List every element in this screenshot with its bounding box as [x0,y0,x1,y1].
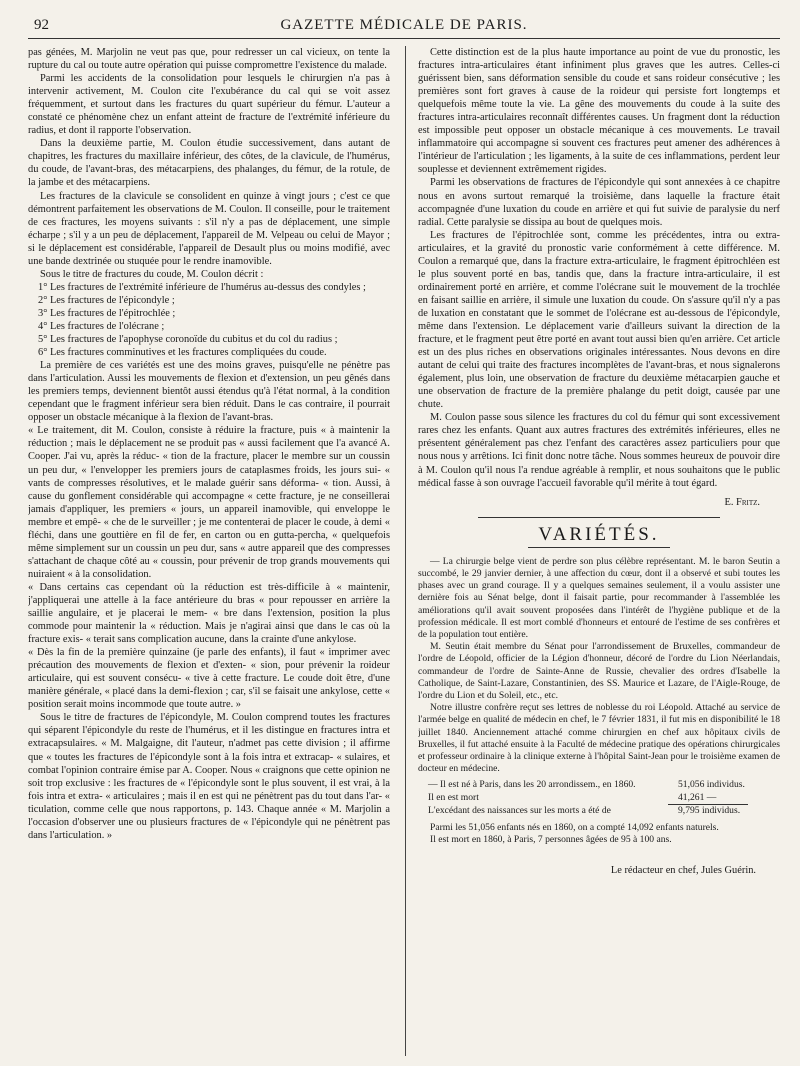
stat-row [418,792,780,804]
stat-label: L'excédant des naissances sur les morts a été de [428,805,611,817]
running-title: GAZETTE MÉDICALE DE PARIS. [280,17,528,33]
article-signature: E. Fritz. [724,496,760,508]
paragraph: La première de ces variétés est une des moins graves, puisqu'elle ne pénètre pas dans l'articulation. Aussi les mouvements de flexion et d'extension, un peu gênés dans les premiers temps, deviennent bientôt aussi étendus qu'à l'état normal, à la condition cependant que le fragment inférieur sera bien réduit. Dans le cas contraire, il pourrait opposer un obstacle mécanique à la flexion de l'avant-bras. [28,360,390,424]
stat-label: Il en est mort [428,791,479,803]
column-divider [405,46,406,1056]
paragraph: Notre illustre confrère reçut ses lettres de noblesse du roi Léopold. Attaché au service de l'armée belge en qualité de médecin en chef, le 7 février 1831, il fut mis en disponibilité le 18 juillet 1840. Anciennement attaché comme chirurgien en chef aux hôpitaux civils de Bruxelles, il fut attaché ensuite à la Faculté de médecine pratique des opérations chirurgicales et professeur ordinaire à la clinique externe à l'hôpital Saint-Jean pour le troisième examen de docteur en médecine. [418,702,780,775]
paragraph: Sous le titre de fractures de l'épicondyle, M. Coulon comprend toutes les fractures qui séparent l'épicondyle du reste de l'humérus, et il les distingue en fractures intra et extracapsulaires. « M. Malgaigne, dit l'auteur, n'admet pas cette division ; il affirme que « toutes les fractures de l'épicondyle sont à la fois intra et extracap- « sulaires, et combat l'opinion contraire émise par A. Cooper. Nous « craignons que cette opinion ne soit trop exclusive : les fractures de « l'épicondyle sont le plus souvent, il est vrai, à la fois intra et extra- « articulaires ; mais il en est qui ne pénètrent pas du tout dans l'ar- « ticulation, comme celle que nous rapportons, p. 143. Chaque année « M. Marjolin a l'occasion d'observer une ou plusieurs fractures de « l'épicondyle qui ne pénètrent pas dans l'articulation. » [28,712,390,841]
stat-value: 9,795 individus. [678,805,741,817]
list-item: 2° Les fractures de l'épicondyle ; [38,294,175,306]
paragraph: Dans la deuxième partie, M. Coulon étudie successivement, dans autant de chapitres, les fractures du maxillaire inférieur, des côtes, de la clavicule, de l'humérus, du coude, de l'avant-bras, des métacarpiens, des phalanges, du fémur, de la rotule, de la jambe et des métacarpiens. [28,138,390,189]
paragraph: Parmi les 51,056 enfants nés en 1860, on a compté 14,092 enfants naturels. [430,821,719,833]
quotation: « Dès la fin de la première quinzaine (je parle des enfants), il faut « imprimer avec précaution des mouvements de flexion et d'exten- « sion, pour prévenir la roideur articulaire, qui est souvent consécu- « tive à cette fracture. Le coude doit être, d'une manière générale, « placé dans la demi-flexion ; car, s'il se faisait une ankylose, cette « position serait moins incommode que toute autre. » [28,647,390,711]
list-item: 6° Les fractures comminutives et les fractures compliquées du coude. [38,347,327,359]
list-item: 3° Les fractures de l'épitrochlée ; [38,307,176,319]
quotation: « Dans certains cas cependant où la réduction est très-difficile à « maintenir, j'appliquerai une attelle à la face antérieure du bras « pour repousser en arrière la saillie angulaire, et je placerai le mem- « bre dans l'extension, position la plus commode pour maintenir la « réduction. Mais je n'agirai ainsi que dans le cas où la fracture exis- « terait sans complication aucune, dans la crainte d'une ankylose. [28,581,390,646]
paragraph: M. Coulon passe sous silence les fractures du col du fémur qui sont excessivement rares chez les enfants. Quant aux autres fractures des extrémités inférieures, elles ne présentent généralement pas chez l'enfant des caractères assez particuliers pour que nous nous y arrêtions. Ici finit donc notre tâche. Nous sommes heureux de pouvoir dire à M. Coulon qu'il nous l'a rendue agréable à remplir, et nous souhaitons que le public médical fasse à son ouvrage l'accueil favorable qu'il mérite à tout égard. [418,412,780,489]
paragraph: pas génées, M. Marjolin ne veut pas que, pour redresser un cal vicieux, on tente la rupture du cal ou toute autre opération qui puisse compromettre l'existence du malade. [28,47,390,72]
paragraph: Parmi les observations de fractures de l'épicondyle qui sont annexées à ce chapitre nous en avons surtout remarqué la troisième, dans laquelle la fracture était accompagnée d'une luxation du coude en arrière et qui fut suivie de paralysie du nerf radial. Cette paralysie se dissipa au bout de quelques mois. [418,177,780,228]
section-rule [478,517,720,518]
stat-label: — Il est né à Paris, dans les 20 arrondissem., en 1860. [428,779,636,791]
statistics-table [418,779,780,817]
paragraph: Les fractures de la clavicule se consolident en quinze à vingt jours ; c'est ce que démontrent parfaitement les observations de M. Coulon. Il conseille, pour le traitement de ces fractures, les moyens suivants : s'il n'y a pas de déplacement, une simple écharpe ; s'il y a un peu de déplacement, l'appareil de M. Velpeau ou celui de Mayor ; si le déplacement est considérable, l'appareil de Desault plus ou moins modifié, avec une bande dextrinée ou stuquée pour le rendre inamovible. [28,190,390,267]
list-item: 1° Les fractures de l'extrémité inférieure de l'humérus au-dessus des condyles ; [38,281,366,293]
editor-signature: Le rédacteur en chef, Jules Guérin. [610,864,756,876]
list-item: 4° Les fractures de l'olécrane ; [38,320,165,332]
page-number: 92 [34,17,49,33]
stat-row [418,805,780,817]
section-title: VARIÉTÉS. [528,528,670,548]
quotation: « Le traitement, dit M. Coulon, consiste à réduire la fracture, puis « à maintenir la réduction ; mais le déplacement ne se produit pas « aussi facilement que l'a avancé A. Cooper. J'ai vu, après la réduc- « tion de la fracture, placer le membre sur un coussin un peu dur, « l'envelopper les premiers jours de cataplasmes froids, les jours sui- « vants de compresses résolutives, et le malade guérir sans déforma- « tion. Aussi, à cause du gonflement considérable qui accompagne « cette fracture, je ne conseillerai jamais d'appliquer, les premiers « jours, un appareil inamovible, qui enveloppe le membre et empê- « che de le surveiller ; je me contenterai de placer le coude, à demi « fléchi, dans une gouttière en fil de fer, en carton ou en gutta-percha, « quelquefois même simplement sur un coussin un peu dur, sans « autre appareil que des compresses s'attachant de chaque côté au « coussin, pour prévenir de trop grands mouvements qui nuiraient « à la consolidation. [28,425,390,580]
paragraph: — La chirurgie belge vient de perdre son plus célèbre représentant. M. le baron Seutin a succombé, le 29 janvier dernier, à une affection du cœur, dont il a observé et subi toutes les phases avec un grand courage. Il y a quelques semaines seulement, il a voulu assister une dernière fois au Sénat belge, dont il faisait partie, pour recommander à l'assemblée les améliorations qu'il avait souvent proposées dans l'intérêt de l'hygiène publique et de la profession médicale. Il est mort comblé d'honneurs et entouré de l'estime de ses confrères et de la population tout entière. [418,555,780,640]
stat-value: 51,056 individus. [678,779,745,791]
left-column [28,46,390,1058]
stat-row [418,779,780,791]
paragraph: Parmi les accidents de la consolidation pour lesquels le chirurgien n'a pas à intervenir activement, M. Coulon cite l'exubérance du cal qui se voit assez fréquemment, et surtout dans les fractures du quart supérieur du fémur. L'auteur a constaté ce phénomène chez un enfant atteint de fracture de l'extrémité inférieure du radius, et dont il rapporte l'observation. [28,73,390,137]
page-header [28,14,780,39]
stat-value: 41,261 — [678,791,717,803]
paragraph: Les fractures de l'épitrochlée sont, comme les précédentes, intra ou extra-articulaires, et la gravité du pronostic varie conformément à cette différence. M. Coulon a remarqué que, dans la fracture extra-articulaire, le fragment épitrochléen est le plus souvent porté en bas, tandis que, dans la fracture intra-articulaire, il est ordinairement porté en arrière, et comme l'olécrane suit le mouvement de la trochlée en faisant saillie en arrière, il simule une luxation du coude. On s'assure qu'il n'y a pas de luxation en constatant que le sommet de l'olécrane est au-dessous de l'épicondyle, même dans l'extension. Le déplacement varie d'ailleurs suivant la direction de la fracture, et le fragment peut être porté en avant tout aussi bien qu'en arrière. Cet article est un des plus riches en observations originales intéressantes. Nous devons en dire autant de celui qui traite des fractures incomplètes de l'avant-bras, et nous signalerons également, plus loin, une observation de fracture du deuxième métacarpien gauche et une observation de fracture de la première phalange du petit doigt, causée par une chute. [418,229,780,411]
paragraph: Cette distinction est de la plus haute importance au point de vue du pronostic, les fractures intra-articulaires étant infiniment plus graves que les autres. Celles-ci guérissent bien, sans déformation sensible du coude et sans roideur consécutive ; les premières sont fort graves à cause de la roideur qui persiste fort longtemps et quelquefois même toute la vie. La gêne des mouvements du coude à la suite des fractures intra-articulaires reconnaît différentes causes. Un fragment dont la réduction est impossible peut opposer un obstacle mécanique à ces mouvements. Le travail inflammatoire qui accompagne si souvent ces fractures peut amener des adhérences à l'intérieur de l'articulation ; les ligaments, à la suite de ces inflammations, perdent leur souplesse et deviennent extrêmement rigides. [418,47,780,176]
paragraph: Il est mort en 1860, à Paris, 7 personnes âgées de 95 à 100 ans. [430,833,672,845]
right-column [418,46,780,1058]
paragraph: M. Seutin était membre du Sénat pour l'arrondissement de Bruxelles, commandeur de l'ordre de Léopold, officier de la Légion d'honneur, décoré de l'ordre du Lion Néerlandais, commandeur de l'ordre de Sainte-Anne de Russie, chevalier des ordres d'Isabelle la Catholique, de Saint-Lazare, Constantinien, des SS. Maurice et Lazare, de l'Aigle-Rouge, de l'ordre du Lion et du Soleil, etc., etc. [418,641,780,701]
paragraph: Sous le titre de fractures du coude, M. Coulon décrit : [40,268,264,280]
list-item: 5° Les fractures de l'apophyse coronoïde du cubitus et du col du radius ; [38,334,338,346]
